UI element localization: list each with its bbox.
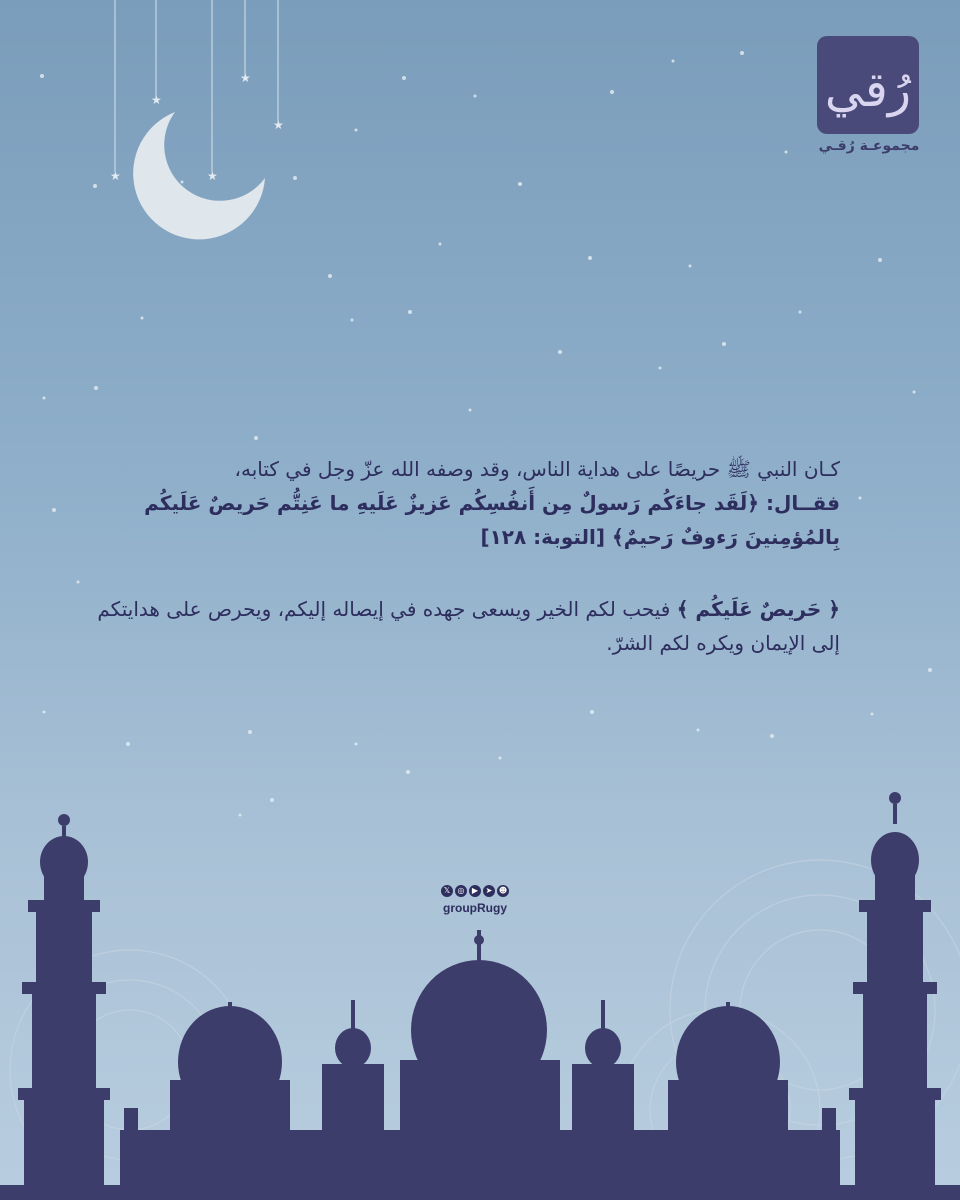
star-icon: ★ xyxy=(273,118,284,132)
snapchat-icon[interactable]: ☻ xyxy=(498,886,508,895)
star-icon: ★ xyxy=(240,71,251,85)
left-pillar xyxy=(124,1108,138,1138)
explanation-paragraph xyxy=(90,592,840,660)
youtube-icon[interactable]: ▶ xyxy=(469,885,481,897)
x-icon[interactable]: 𝕏 xyxy=(441,885,453,897)
verse-second-line: بِالمُؤمِنينَ رَءوفٌ رَحيمٌ﴾ [التوبة: ١٢٨] xyxy=(480,525,840,549)
highlight-phrase: ﴿ حَريصٌ عَلَيكُم ﴾ xyxy=(676,597,840,621)
star-icon: ★ xyxy=(207,169,218,183)
logo-glyph: رُقي xyxy=(824,62,912,118)
telegram-icon[interactable]: ➤ xyxy=(483,885,495,897)
brand-logo xyxy=(817,36,919,134)
logo-mark-icon xyxy=(817,36,919,134)
right-minaret xyxy=(849,792,941,1200)
snow-dots xyxy=(40,51,932,817)
explanation-text: فيحب لكم الخير ويسعى جهده في إيصاله إليكم، ويحرص على هدايتكم إلى الإيمان ويكره لكم الشرّ. xyxy=(97,597,840,655)
verse-first-line: فقــال: ﴿لَقَد جاءَكُم رَسولٌ مِن أَنفُسِكُم عَزيزٌ عَلَيهِ ما عَنِتُّم حَريصٌ عَلَيكُم xyxy=(144,491,840,515)
social-handle[interactable]: groupRugy xyxy=(443,901,507,915)
star-icon: ★ xyxy=(110,169,121,183)
star-icon: ★ xyxy=(151,93,162,107)
right-pillar xyxy=(822,1108,836,1138)
social-links xyxy=(420,878,530,915)
mosque-silhouette xyxy=(0,780,960,1200)
left-minaret xyxy=(18,814,110,1200)
instagram-icon[interactable]: ◎ xyxy=(455,885,467,897)
brand-caption: مجموعـة رُقـي xyxy=(818,138,920,154)
ground-line xyxy=(0,1185,960,1200)
post-text xyxy=(90,452,840,660)
quran-verse xyxy=(90,486,840,554)
crescent-moon-icon xyxy=(133,112,265,239)
post-intro: كـان النبي ﷺ حريصًا على هداية الناس، وقد وصفه الله عزّ وجل في كتابه، xyxy=(234,457,840,481)
